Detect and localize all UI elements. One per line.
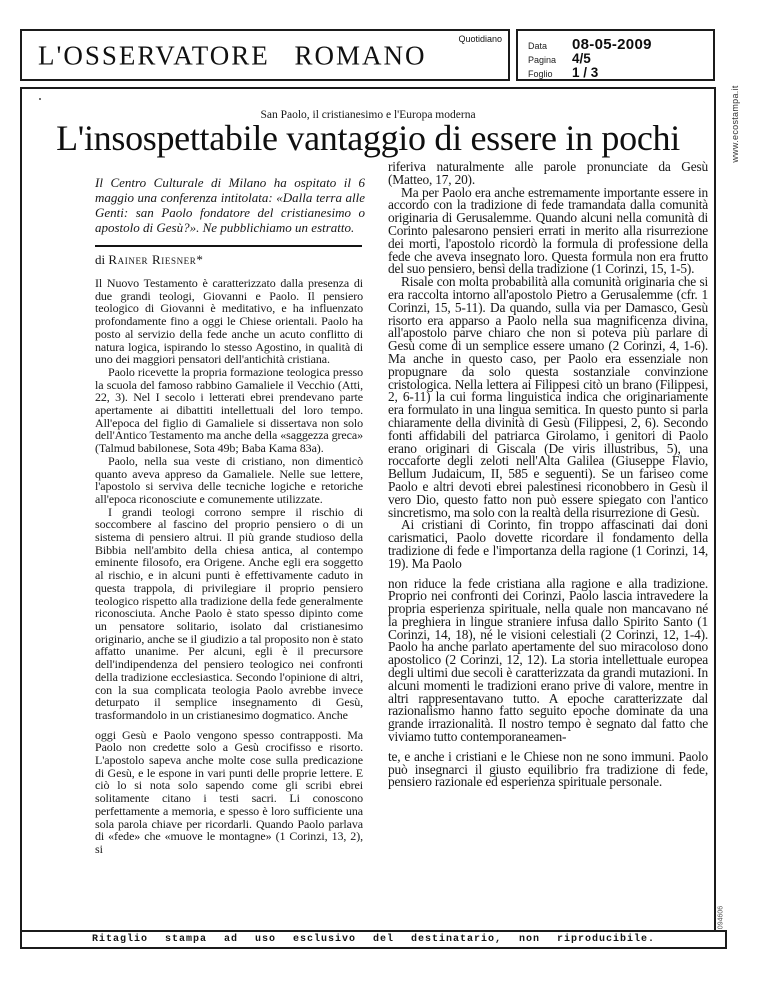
clipping-code: 094606 xyxy=(717,905,725,930)
masthead-box xyxy=(20,29,510,81)
newspaper-name: L'OSSERVATORE ROMANO xyxy=(38,40,427,71)
article-paragraph: Paolo, nella sua veste di cristiano, non dimenticò quanto aveva appreso da Gamaliele. Nelle sue lettere, l'apostolo si serviva delle tecniche logiche e retoriche all'epoca riconosciute e comunemente utilizzate. xyxy=(95,453,363,506)
article-paragraph: non riduce la fede cristiana alla ragione e alla tradizione. Proprio nei confronti dei Corinzi, Paolo lascia intravedere la propria esperienza spirituale, nella quale non mancavano né la preghiera in lingue straniere infusa dallo Spirito Santo (1 Corinzi, 14, 18), né le visioni celestiali (2 Corinzi, 12, 1-4). Paolo ha anche parlato apertamente del suo miracoloso dono apostolico (2 Corinzi, 12, 12). La storia intellettuale europea degli ultimi due secoli è caratterizzata da grandi mutazioni. In alcuni momenti le tradizioni erano prive di valore, mentre in altri rappresentavano tutto. A epoche caratterizzate dal razionalismo hanno fatto seguito epoche dominate da una grande irrazionalità. Il nostro tempo è segnato dal fatto che viviamo tutto contemporaneamen- xyxy=(388,575,708,745)
ecostampa-watermark: www.ecostampa.it xyxy=(730,85,740,163)
article-paragraph: Ma per Paolo era anche estremamente importante essere in accordo con la tradizione di fede tramandata dalla comunità originaria di Gerusalemme. Quando alcuni nella comunità di Corinto palesarono pensieri errati in merito alla risurrezione dei morti, l'apostolo ricordò la formula di professione della fede che aveva insegnato loro. Questa formula non era frutto del suo pensiero, bensì della tradizione (1 Corinzi, 15, 1-5). xyxy=(388,184,708,277)
footer-notice-text: Ritaglio stampa ad uso esclusivo del destinatario, non riproducibile. xyxy=(91,934,656,945)
date-label: Data xyxy=(528,41,548,51)
article-kicker: San Paolo, il cristianesimo e l'Europa moderna xyxy=(260,109,476,121)
date-value: 08-05-2009 xyxy=(572,36,652,53)
article-headline: L'insospettabile vantaggio di essere in pochi xyxy=(56,118,680,158)
periodicity-label: Quotidiano xyxy=(458,34,502,44)
meta-row-page xyxy=(528,51,591,66)
article-byline xyxy=(95,252,203,268)
article-frame xyxy=(20,87,716,932)
meta-row-sheet xyxy=(528,65,598,80)
byline-author: Rainer Riesner* xyxy=(108,252,204,267)
article-paragraph: I grandi teologi corrono sempre il rischio di soccombere al fascino del proprio pensiero o di un sistema di pensiero altrui. Il più grande studioso della Bibbia nell'ambito della chiesa antica, al contempo eminente filosofo, era Origene. Anche egli era soggetto al rischio, e in alcuni punti è effettivamente caduto in questa trappola, di privilegiare il proprio pensiero teologico rispetto alla tradizione della fede generalmente riconosciuta. Anche Paolo è stato spesso dipinto come un pensatore solitario, isolato dal cristianesimo originario, anche se il giudizio a tal proposito non è stato affatto unanime. Per alcuni, egli è il precursore dell'indipendenza del pensiero teologico nei confronti della tradizione ecclesiastica. Secondo l'opinione di altri, con la sua complicata teologia Paolo avrebbe invece deturpato il semplice insegnamento di Gesù, trasformandolo in un cristianesimo dogmatico. Anche xyxy=(95,504,363,722)
article-paragraph: riferiva naturalmente alle parole pronunciate da Gesù (Matteo, 17, 20). xyxy=(388,159,708,187)
sheet-value: 1 / 3 xyxy=(572,65,599,80)
article-paragraph: oggi Gesù e Paolo vengono spesso contrapposti. Ma Paolo non credette solo a Gesù crocifisso e risorto. L'apostolo sapeva anche molte cose sulla predicazione di Gesù, e le espone in vari punti delle proprie lettere. E ciò lo si nota solo sapendo come gli scribi ebrei solitamente citano i testi sacri. Li conoscono perfettamente a memoria, e spesso è loro sufficiente una sola parola chiave per ricordarli. Quando Paolo parlava di «fede» che «muove le montagne» (1 Corinzi, 13, 2), si xyxy=(95,727,363,856)
article-paragraph: Paolo ricevette la propria formazione teologica presso la scuola del famoso rabbino Gamaliele il Vecchio (Atti, 22, 3). Nel I secolo i letterati ebrei prendevano parte apertamente ai dibattiti intellettuali del loro tempo. All'epoca del figlio di Gamaliele si dissertava non solo dell'Antico Testamento ma anche della «saggezza greca» (Talmud babilonese, Sota 49b; Baba Kama 83a). xyxy=(95,364,363,456)
article-column-right xyxy=(388,161,708,789)
article-paragraph: te, e anche i cristiani e le Chiese non ne sono immuni. Paolo può insegnarci il giusto equilibrio fra tradizione di fede, pensiero razionale ed esperienza spirituale personale. xyxy=(388,748,708,790)
article-paragraph: Risale con molta probabilità alla comunità originaria che si era raccolta intorno all'apostolo Pietro a Gerusalemme (cfr. 1 Corinzi, 15, 5-11). Da quando, sulla via per Damasco, Gesù risorto era apparso a Paolo nella sua magnificenza divina, all'apostolo parve chiaro che non si poteva più parlare di Gesù come di un semplice essere umano (2 Corinzi, 4, 1-6). Ma anche in questo caso, per Paolo era essenziale non propugnare da solo questa sostanziale convinzione cristologica. Nella lettera ai Filippesi citò un brano (Filippesi, 2, 6-11) la cui forma linguistica indica che originariamente era formulato in una lingua semitica. In questo punto si parla chiaramente della divinità di Gesù (Filippesi, 2, 6). Secondo fonti affidabili del patriarca Girolamo, i genitori di Paolo erano originari di Giscala (De viris illustribus, 5), una roccaforte degli zeloti nell'Alta Galilea (Giuseppe Flavio, Bellum Judaicum, II, 585 e seguenti). Se un fariseo come Paolo e altri devoti ebrei palestinesi riconobbero in Gesù il vero Dio, questo fatto non può essere spiegato con l'antico sincretismo, ma solo con la realtà della risurrezione di Gesù. xyxy=(388,274,708,520)
scan-speck xyxy=(39,98,41,100)
byline-prefix: di xyxy=(95,252,106,267)
article-paragraph: Il Nuovo Testamento è caratterizzato dalla presenza di due grandi teologi, Giovanni e Paolo. Il pensiero teologico di Giovanni è meditativo, e ha influenzato profondamente fino a oggi le Chiese orientali. Paolo ha posto al servizio della fede anche un acuto conflitto di natura logica, ispirando lo stesso Agostino, in qualità di uno dei maggiori pensatori dell'antichità cristiana. xyxy=(95,276,363,367)
page-label: Pagina xyxy=(528,55,557,65)
page-value: 4/5 xyxy=(572,51,591,66)
article-intro: Il Centro Culturale di Milano ha ospitato il 6 maggio una conferenza intitolata: «Dalla terra alle Genti: san Paolo fondatore del cristianesimo o apostolo di Gesù?». Ne pubblichiamo un estratto. xyxy=(95,175,365,235)
clipping-meta-box xyxy=(516,29,715,81)
byline-rule xyxy=(95,245,362,247)
footer-notice-box xyxy=(20,930,727,949)
article-paragraph: Ai cristiani di Corinto, fin troppo affascinati dai doni carismatici, Paolo dovette ricordare il fondamento della tradizione di fede e l'importanza della ragione (1 Corinzi, 14, 19). Ma Paolo xyxy=(388,517,708,571)
article-column-left xyxy=(95,277,363,856)
sheet-label: Foglio xyxy=(528,69,553,79)
